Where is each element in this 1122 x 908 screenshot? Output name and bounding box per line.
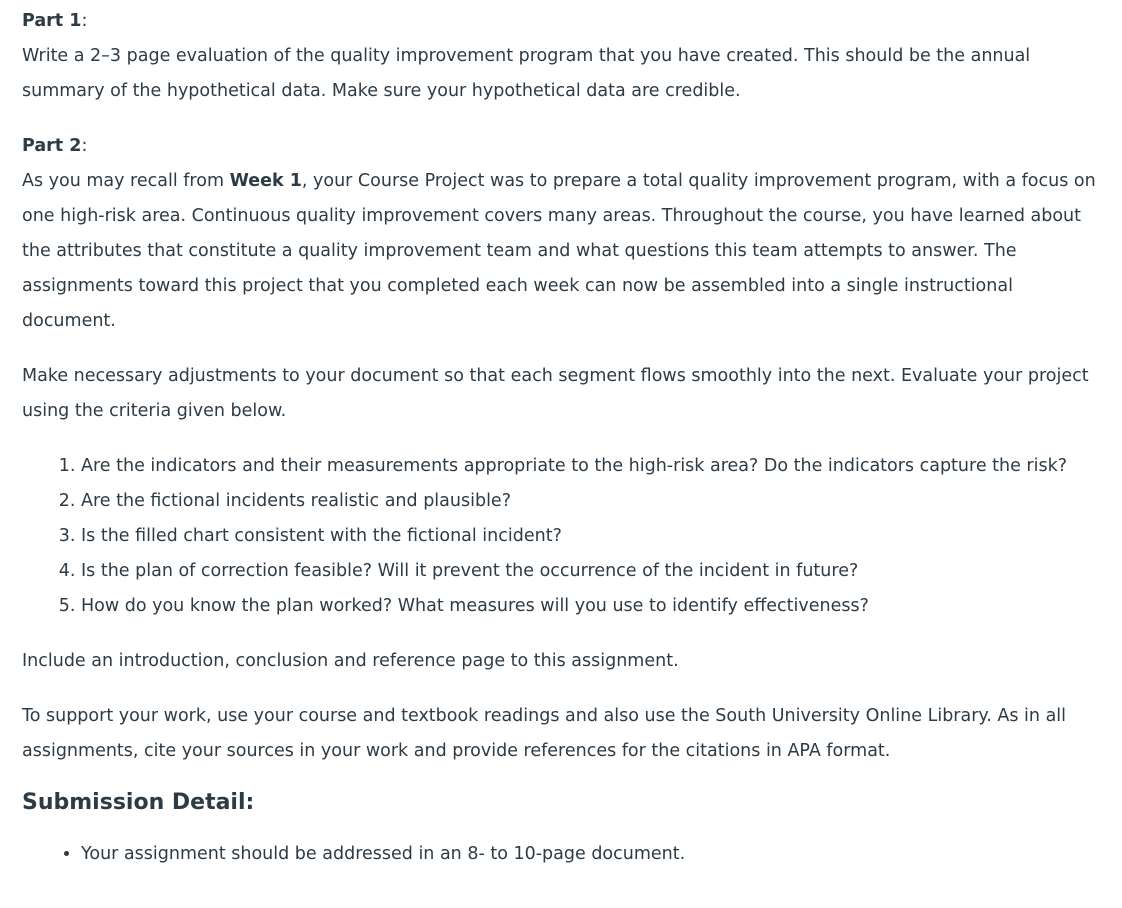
submission-heading: Submission Detail: (22, 790, 255, 815)
list-item: 4. Is the plan of correction feasible? Will it prevent the occurrence of the incident in future? (81, 554, 1107, 589)
part1-heading: Part 1 (22, 11, 82, 31)
list-item: 3. Is the filled chart consistent with the fictional incident? (81, 519, 1107, 554)
list-item: 2. Are the fictional incidents realistic and plausible? (81, 484, 1107, 519)
part2-paragraph-3: Include an introduction, conclusion and reference page to this assignment. (22, 651, 679, 671)
part2-colon: : (81, 136, 88, 156)
list-item: 1. Are the indicators and their measurements appropriate to the high-risk area? Do the indicators capture the risk? (81, 449, 1107, 484)
part1-heading-line (22, 4, 1107, 39)
part2-heading: Part 2 (22, 136, 82, 156)
submission-list (22, 837, 1107, 872)
part2-paragraph-4: To support your work, use your course and textbook readings and also use the South University Online Library. As in all assignments, cite your sources in your work and provide references for the citations in APA format. (22, 706, 1067, 761)
assignment-content (22, 4, 1107, 872)
list-item: • Your assignment should be addressed in an 8- to 10-page document. (81, 837, 1107, 872)
part1-text: Write a 2–3 page evaluation of the quality improvement program that you have created. This should be the annual summary of the hypothetical data. Make sure your hypothetical data are credible. (22, 46, 1031, 101)
part2-p1-before: As you may recall from (22, 171, 230, 191)
part2-p1-after: , your Course Project was to prepare a total quality improvement program, with a focus on one high-risk area. Continuous quality improvement covers many areas. Throughout the course, you have learned about the attributes that constitute a quality improvement team and what questions this team attempts to answer. The assignments toward this project that you completed each week can now be assembled into a single instructional document. (22, 171, 1096, 331)
part2-paragraph-2: Make necessary adjustments to your document so that each segment flows smoothly into the next. Evaluate your project using the criteria given below. (22, 366, 1089, 421)
part1-colon: : (81, 11, 88, 31)
part2-paragraph-1 (22, 164, 1107, 339)
week-1-emphasis: Week 1 (229, 171, 302, 191)
part2-heading-line (22, 129, 1107, 164)
list-item: 5. How do you know the plan worked? What measures will you use to identify effectiveness? (81, 589, 1107, 624)
criteria-list (22, 449, 1107, 624)
